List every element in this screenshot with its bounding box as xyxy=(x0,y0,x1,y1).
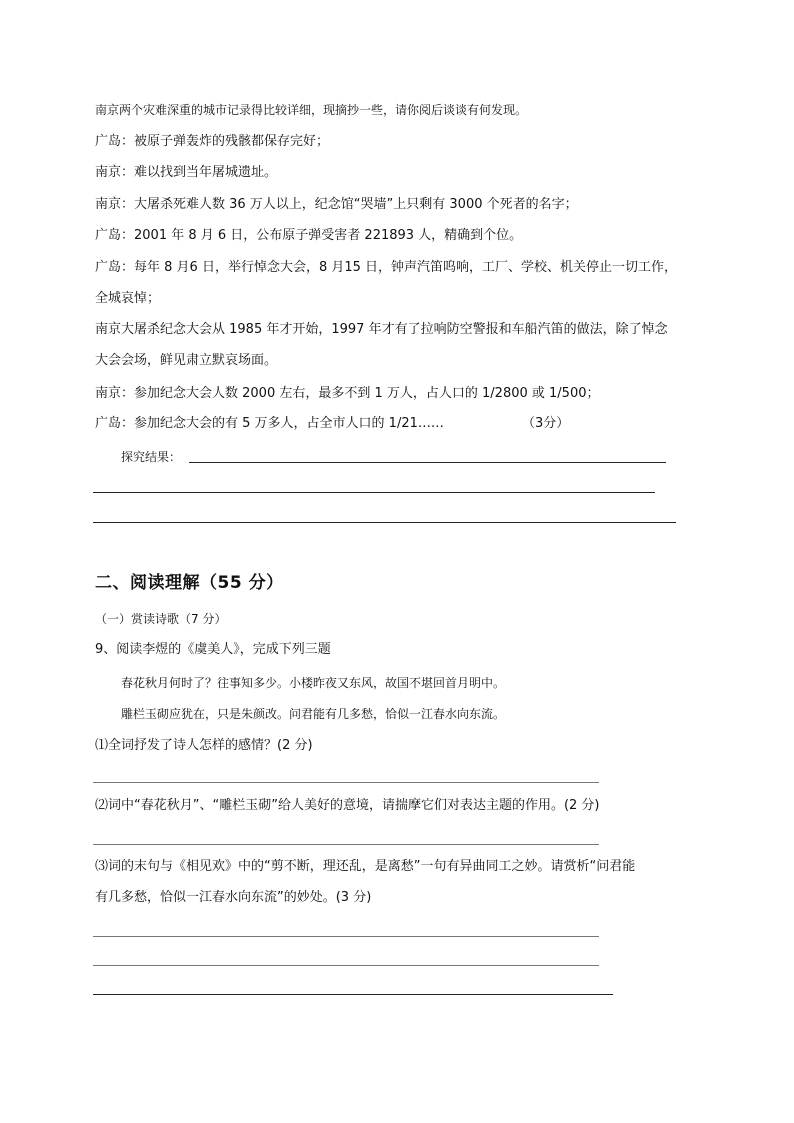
record-line: 广岛：2001 年 8 月 6 日，公布原子弹受害者 221893 人，精确到个位。 xyxy=(95,228,523,243)
answer-line[interactable] xyxy=(93,965,599,966)
question-2: ⑵词中“春花秋月”、“雕栏玉砌”给人美好的意境，请揣摩它们对表达主题的作用。(2 分) xyxy=(95,798,600,813)
records-score: （3分） xyxy=(522,416,570,431)
record-line: 大会会场，鲜见肃立默哀场面。 xyxy=(95,353,278,368)
answer-line[interactable] xyxy=(93,936,599,937)
answer-line[interactable] xyxy=(93,492,655,493)
section-heading: 二、阅读理解（55 分） xyxy=(95,573,284,593)
poem-line: 春花秋月何时了？往事知多少。小楼昨夜又东风，故国不堪回首月明中。 xyxy=(121,676,506,690)
poem-line: 雕栏玉砌应犹在，只是朱颜改。问君能有几多愁，恰似一江春水向东流。 xyxy=(121,707,506,721)
record-line: 广岛：每年 8 月6 日，举行悼念大会，8 月15 日，钟声汽笛呜响，工厂、学校、机关停止一切工作， xyxy=(95,260,678,275)
record-line: 南京：难以找到当年屠城遗址。 xyxy=(95,165,278,180)
answer-line[interactable] xyxy=(189,462,666,463)
record-line: 南京大屠杀纪念大会从 1985 年才开始，1997 年才有了拉响防空警报和车船汽笛的做法，除了悼念 xyxy=(95,322,668,337)
answer-line[interactable] xyxy=(93,522,676,523)
question-3-line-1: ⑶词的末句与《相见欢》中的“剪不断，理还乱，是离愁”一句有异曲同工之妙。请赏析“问君能 xyxy=(95,859,636,874)
question-9: 9、阅读李煜的《虞美人》，完成下列三题 xyxy=(95,642,331,657)
intro-text: 南京两个灾难深重的城市记录得比较详细，现摘抄一些，请你阅后谈谈有何发现。 xyxy=(95,103,528,117)
record-line: 广岛：被原子弹轰炸的残骸都保存完好； xyxy=(95,134,330,149)
answer-line[interactable] xyxy=(93,994,613,995)
subsection-title: （一）赏读诗歌（7 分） xyxy=(95,612,227,626)
record-line: 南京：参加纪念大会人数 2000 左右，最多不到 1 万人，占人口的 1/2800 或 1/500； xyxy=(95,386,600,401)
record-line: 全城哀悼； xyxy=(95,291,161,306)
question-3-line-2: 有几多愁，恰似一江春水向东流”的妙处。(3 分) xyxy=(95,890,372,905)
record-line: 广岛：参加纪念大会的有 5 万多人，占全市人口的 1/21…… xyxy=(95,416,444,431)
answer-line[interactable] xyxy=(93,844,599,845)
question-1: ⑴全词抒发了诗人怎样的感情？(2 分) xyxy=(95,738,313,753)
answer-line[interactable] xyxy=(93,782,599,783)
record-line: 南京：大屠杀死难人数 36 万人以上，纪念馆“哭墙”上只剩有 3000 个死者的名字； xyxy=(95,197,578,212)
result-label: 探究结果： xyxy=(121,450,182,464)
